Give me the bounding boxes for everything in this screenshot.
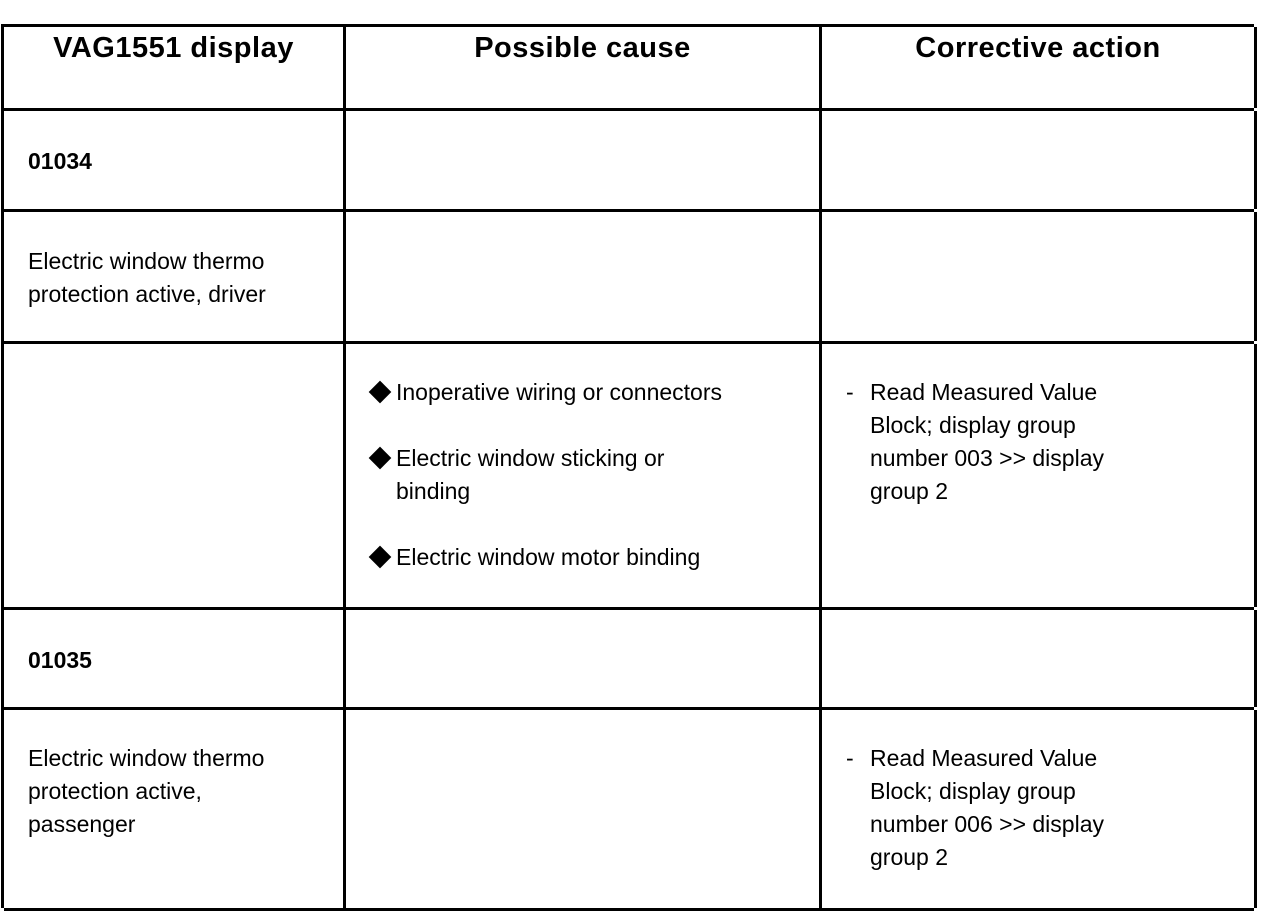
header-corrective-action: Corrective action <box>822 27 1257 108</box>
fault-code-table <box>1 24 1254 908</box>
table-row <box>4 610 1254 710</box>
empty-cell <box>346 610 822 707</box>
description-cell <box>4 710 346 908</box>
empty-cell <box>822 212 1257 341</box>
empty-cell <box>822 610 1257 707</box>
fault-description: Electric window thermo protection active, driver <box>28 248 266 307</box>
empty-cell <box>346 212 822 341</box>
cause-list <box>368 376 808 574</box>
description-cell <box>4 212 346 341</box>
empty-cell <box>346 710 822 908</box>
header-possible-cause: Possible cause <box>346 27 822 108</box>
corrective-action <box>846 376 1246 508</box>
fault-code: 01035 <box>28 647 92 673</box>
action-cell <box>822 344 1257 607</box>
table-header-row <box>4 27 1254 111</box>
cause-item <box>368 376 808 409</box>
header-vag1551-display: VAG1551 display <box>4 27 346 108</box>
fault-code: 01034 <box>28 148 92 174</box>
empty-cell <box>346 111 822 209</box>
diamond-bullet-icon <box>369 447 392 470</box>
code-cell <box>4 111 346 209</box>
cause-text: Electric window sticking or binding <box>396 445 665 504</box>
fault-description: Electric window thermo protection active, passenger <box>28 745 265 837</box>
action-text: Read Measured Value Block; display group number 003 >> display group 2 <box>870 379 1104 504</box>
cause-item <box>368 442 808 508</box>
empty-cell <box>4 344 346 607</box>
dash-bullet: - <box>846 745 854 771</box>
table-row <box>4 710 1254 911</box>
corrective-action <box>846 742 1246 874</box>
diamond-bullet-icon <box>369 381 392 404</box>
table-row <box>4 212 1254 344</box>
cause-text: Electric window motor binding <box>396 544 701 570</box>
action-text: Read Measured Value Block; display group number 006 >> display group 2 <box>870 745 1104 870</box>
code-cell <box>4 610 346 707</box>
diamond-bullet-icon <box>369 546 392 569</box>
dash-bullet: - <box>846 379 854 405</box>
table-row <box>4 111 1254 212</box>
cause-item <box>368 541 808 574</box>
cause-text: Inoperative wiring or connectors <box>396 379 722 405</box>
empty-cell <box>822 111 1257 209</box>
action-cell <box>822 710 1257 908</box>
causes-cell <box>346 344 822 607</box>
table-row <box>4 344 1254 610</box>
